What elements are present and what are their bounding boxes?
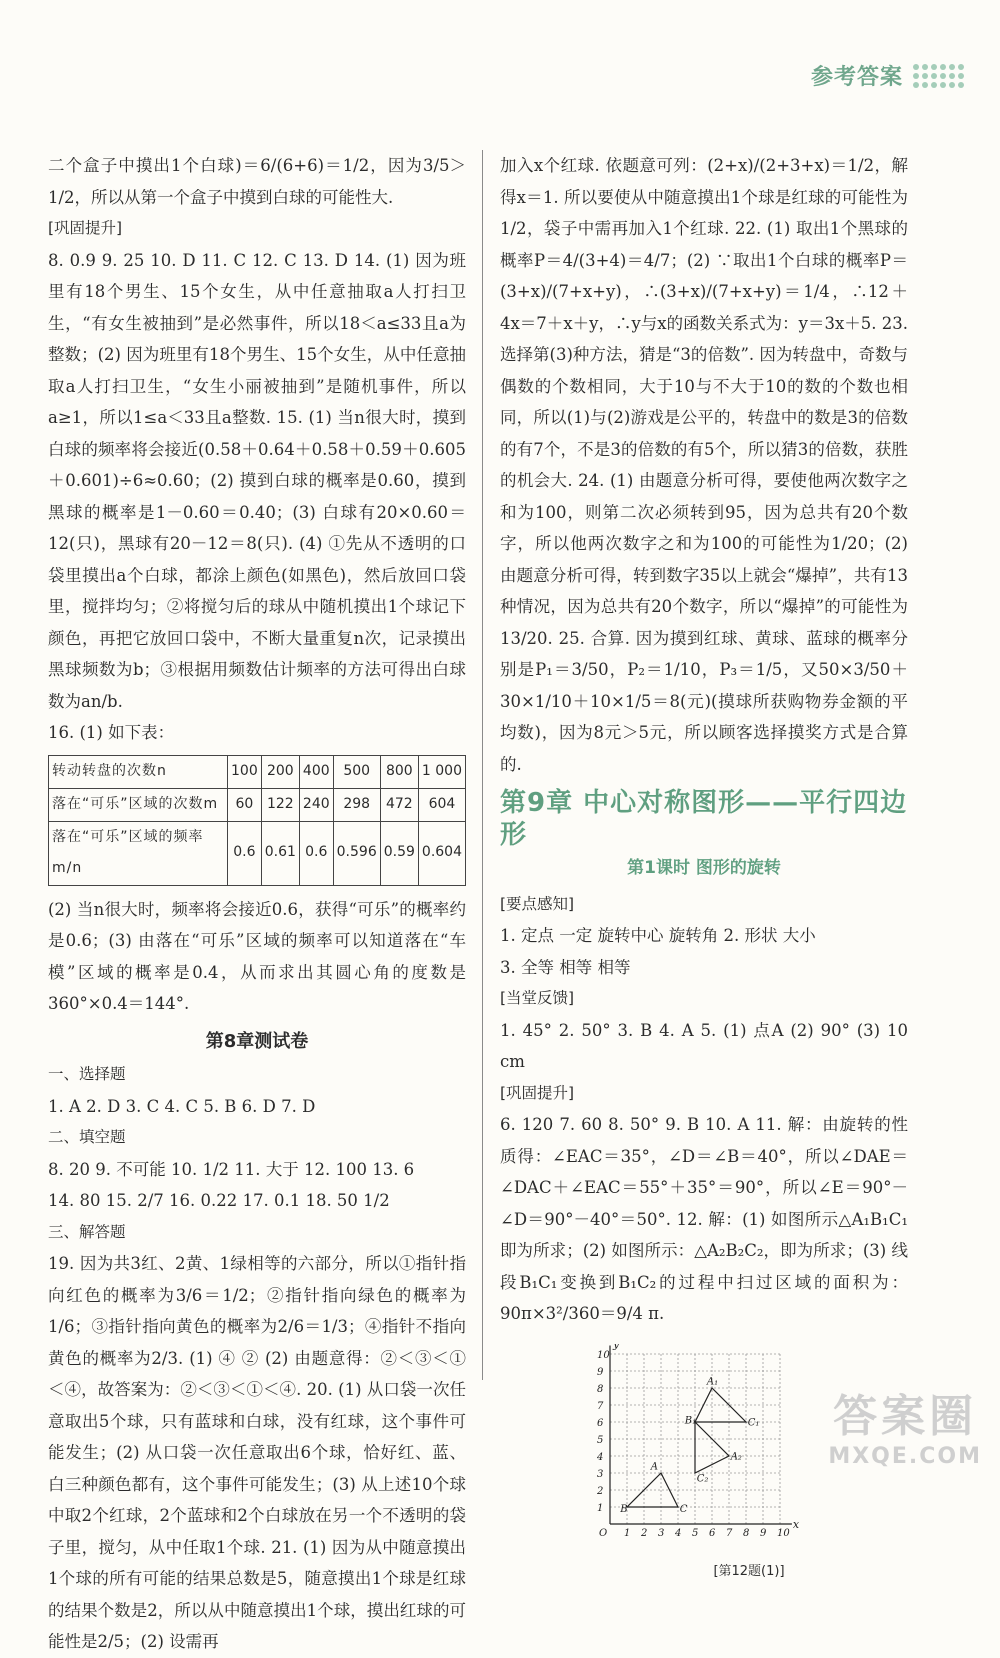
answer-paragraph: 16. (1) 如下表： xyxy=(48,723,175,742)
point-label: A₁ xyxy=(706,1376,719,1388)
left-column xyxy=(48,150,466,1658)
table-cell: 500 xyxy=(333,755,380,788)
point-label: C₁ xyxy=(747,1416,760,1428)
x-tick-label: 1 xyxy=(624,1527,631,1539)
y-tick-label: 10 xyxy=(597,1349,610,1361)
coordinate-grid xyxy=(590,1344,810,1544)
y-tick-label: 4 xyxy=(597,1451,604,1463)
origin-label: O xyxy=(599,1527,608,1539)
test-title: 第8章测试卷 xyxy=(205,1030,309,1052)
answer-line: 14. 80 15. 2/7 16. 0.22 17. 0.1 18. 50 1/2 xyxy=(48,1191,390,1210)
point-label: C xyxy=(679,1503,688,1515)
table-cell: 100 xyxy=(228,755,262,788)
table-cell: 1 000 xyxy=(418,755,465,788)
section-heading: 三、解答题 xyxy=(48,1222,126,1241)
table-cell: 472 xyxy=(380,788,418,821)
triangles xyxy=(627,1388,746,1507)
x-tick-label: 5 xyxy=(692,1527,699,1539)
table-row-label: 落在“可乐”区域的频率m/n xyxy=(49,821,228,885)
table-cell: 298 xyxy=(333,788,380,821)
answer-line: 8. 20 9. 不可能 10. 1/2 11. 大于 12. 100 13. 6 xyxy=(48,1159,415,1179)
table-cell: 0.6 xyxy=(299,821,333,885)
section-heading: [巩固提升] xyxy=(48,219,123,237)
frequency-table xyxy=(48,755,466,886)
table-cell: 122 xyxy=(261,788,299,821)
section-heading: 二、填空题 xyxy=(48,1128,126,1146)
y-tick-label: 8 xyxy=(597,1383,604,1395)
section-heading: 一、选择题 xyxy=(48,1065,126,1083)
answer-paragraph: 加入x个红球. 依题意可列：(2+x)/(2+3+x)＝1/2，解得x＝1. 所以要使从中随意摸出1个球是红球的可能性为1/2，袋子中需再加入1个红球. 22. (1) 取出1个黑球的概率P＝4/(3+4)＝4/7；(2) ∵取出1个白球的概率P＝(3+x)/(7+x+y)，∴(3+x)/(7+x+y)＝1/4，∴12＋4x＝7＋x＋y，∴y与x的函数关系式为：y＝3x＋5. 23. 选择第(3)种方法，猜是“3的倍数”. 因为转盘中，奇数与偶数的个数相同，大于10与不大于10的数的个数也相同，所以(1)与(2)游戏是公平的，转盘中的数是3的倍数的有7个，不是3的倍数的有5个，所以猜3的倍数，获胜的机会大. 24. (1) 由题意分析可得，要使他两次数字之和为100，则第二次必须转到95，因为总共有20个数字，所以他两次数字之和为100的可能性为1/20；(2) 由题意分析可得，转到数字35以上就会“爆掉”，共有13种情况，因为总共有20个数字，所以“爆掉”的可能性为13/20. 25. 合算. 因为摸到红球、黄球、蓝球的概率分别是P₁＝3/50，P₂＝1/10，P₃＝1/5，又50×3/50＋30×1/10＋10×1/5＝8(元)(摸球所获购物券金额的平均数)，因为8元＞5元，所以顾客选择摸奖方式是合算的. xyxy=(500,156,908,774)
table-row xyxy=(49,788,466,821)
y-tick-label: 5 xyxy=(597,1434,604,1446)
answer-line: 1. 45° 2. 50° 3. B 4. A 5. (1) 点A (2) 90° (3) 10 cm xyxy=(500,1020,908,1071)
section-heading: [巩固提升] xyxy=(500,1083,575,1102)
table-cell: 0.604 xyxy=(418,821,465,885)
table-row-label: 转动转盘的次数n xyxy=(49,755,228,788)
x-axis-label: x xyxy=(792,1517,800,1531)
y-tick-label: 9 xyxy=(597,1366,604,1378)
table-cell: 0.61 xyxy=(261,821,299,885)
answer-paragraph: 8. 0.9 9. 25 10. D 11. C 12. C 13. D 14. (1) 因为班里有18个男生、15个女生，从中任意抽取a人打扫卫生，“有女生被抽到”是必然事件，所以18＜a≤33且a为整数；(2) 因为班里有18个男生、15个女生，从中任意抽取a人打扫卫生，“女生小丽被抽到”是随机事件，所以a≥1，所以1≤a＜33且a整数. 15. (1) 当n很大时，摸到白球的频率将会接近(0.58＋0.64＋0.58＋0.59＋0.605＋0.601)÷6≈0.60；(2) 摸到白球的概率是0.60，摸到黑球的概率是1－0.60＝0.40；(3) 白球有20×0.60＝12(只)，黑球有20－12＝8(只). (4) ①先从不透明的口袋里摸出a个白球，都涂上颜色(如黑色)，然后放回口袋里，搅拌均匀；②将搅匀后的球从中随机摸出1个球记下颜色，再把它放回口袋中，不断大量重复n次，记录摸出黑球频数为b；③根据用频数估计频率的方法可得出白球数为an/b. xyxy=(48,250,466,711)
x-tick-label: 3 xyxy=(658,1527,665,1539)
right-column xyxy=(500,150,908,1588)
header-title: 参考答案 xyxy=(810,65,903,90)
table-cell: 60 xyxy=(228,788,262,821)
column-divider xyxy=(482,150,483,1380)
x-tick-label: 6 xyxy=(709,1527,716,1539)
figure-labels xyxy=(596,1344,800,1539)
point-label: A xyxy=(650,1461,659,1473)
y-tick-label: 1 xyxy=(597,1502,604,1514)
point-label: B₁ xyxy=(684,1415,697,1427)
y-axis-label: y xyxy=(613,1343,620,1350)
table-cell: 200 xyxy=(261,755,299,788)
answer-paragraph: 6. 120 7. 60 8. 50° 9. B 10. A 11. 解：由旋转的性质得：∠EAC＝35°，∠D＝∠B＝40°，所以∠DAE＝∠DAC＋∠EAC＝55°＋35°＝90°，所以∠E＝90°－∠D＝90°－40°＝50°. 12. 解：(1) 如图所示△A₁B₁C₁即为所求；(2) 如图所示：△A₂B₂C₂，即为所求；(3) 线段B₁C₁变换到B₁C₂的过程中扫过区域的面积为：90π×3²/360＝9/4 π. xyxy=(500,1115,908,1323)
figure-caption: [第12题(1)] xyxy=(713,1564,785,1579)
table-cell: 400 xyxy=(299,755,333,788)
answer-paragraph: 二个盒子中摸出1个白球)＝6/(6+6)＝1/2，因为3/5＞1/2，所以从第一个盒子中摸到白球的可能性大. xyxy=(48,156,466,207)
point-label: B xyxy=(620,1503,628,1515)
answer-line: 3. 全等 相等 相等 xyxy=(500,957,631,977)
table-cell: 0.6 xyxy=(228,821,262,885)
x-tick-label: 4 xyxy=(675,1527,682,1539)
decor-dots-icon xyxy=(913,64,964,88)
y-tick-label: 2 xyxy=(597,1485,604,1497)
table-row xyxy=(49,755,466,788)
answer-line: 1. A 2. D 3. C 4. C 5. B 6. D 7. D xyxy=(48,1096,316,1116)
table-cell: 800 xyxy=(380,755,418,788)
table-cell: 0.59 xyxy=(380,821,418,885)
table-cell: 0.596 xyxy=(333,821,380,885)
point-label: C₂ xyxy=(696,1473,709,1484)
page-header xyxy=(811,60,964,91)
table-row xyxy=(49,821,466,885)
point-label: A₂ xyxy=(730,1450,742,1462)
y-tick-label: 6 xyxy=(597,1417,604,1429)
table-row-label: 落在“可乐”区域的次数m xyxy=(49,788,228,821)
answer-paragraph: (2) 当n很大时，频率将会接近0.6，获得“可乐”的概率约是0.6；(3) 由落在“可乐”区域的频率可以知道落在“车模”区域的概率是0.4，从而求出其圆心角的度数是360°×0.4＝144°. xyxy=(48,899,466,1013)
x-tick-label: 9 xyxy=(760,1527,767,1539)
answer-paragraph: 19. 因为共3红、2黄、1绿相等的六部分，所以①指针指向红色的概率为3/6＝1/2；②指针指向绿色的概率为1/6；③指针指向黄色的概率为2/6＝1/3；④指针不指向黄色的概率为2/3. (1) ④ ② (2) 由题意得：②＜③＜①＜④，故答案为：②＜③＜①＜④. 20. (1) 从口袋一次任意取出5个球，只有蓝球和白球，没有红球，这个事件可能发生；(2) 从口袋一次任意取出6个球，恰好红、蓝、白三种颜色都有，这个事件可能发生；(3) 从上述10个球中取2个红球，2个蓝球和2个白球放在另一个不透明的袋子里，搅匀，从中任取1个球. 21. (1) 因为从中随意摸出1个球的所有可能的结果总数是5，随意摸出1个球是红球的结果个数是2，所以从中随意摸出1个球，摸出红球的可能性是2/5；(2) 设需再 xyxy=(48,1254,466,1651)
y-tick-label: 3 xyxy=(597,1468,604,1480)
lesson-title: 第1课时 图形的旋转 xyxy=(627,858,781,878)
section-heading: [当堂反馈] xyxy=(500,989,575,1007)
y-tick-label: 7 xyxy=(597,1400,604,1412)
chapter-title: 第9章 中心对称图形——平行四边形 xyxy=(500,788,908,850)
table-cell: 240 xyxy=(299,788,333,821)
x-tick-label: 2 xyxy=(641,1527,648,1539)
watermark-logo: 答案圈 MXQE.COM xyxy=(828,1391,982,1469)
x-tick-label: 8 xyxy=(743,1527,750,1539)
x-tick-label: 7 xyxy=(726,1527,733,1539)
x-tick-label: 10 xyxy=(777,1527,790,1539)
section-heading: [要点感知] xyxy=(500,894,575,913)
table-cell: 604 xyxy=(418,788,465,821)
answer-line: 1. 定点 一定 旋转中心 旋转角 2. 形状 大小 xyxy=(500,926,816,945)
